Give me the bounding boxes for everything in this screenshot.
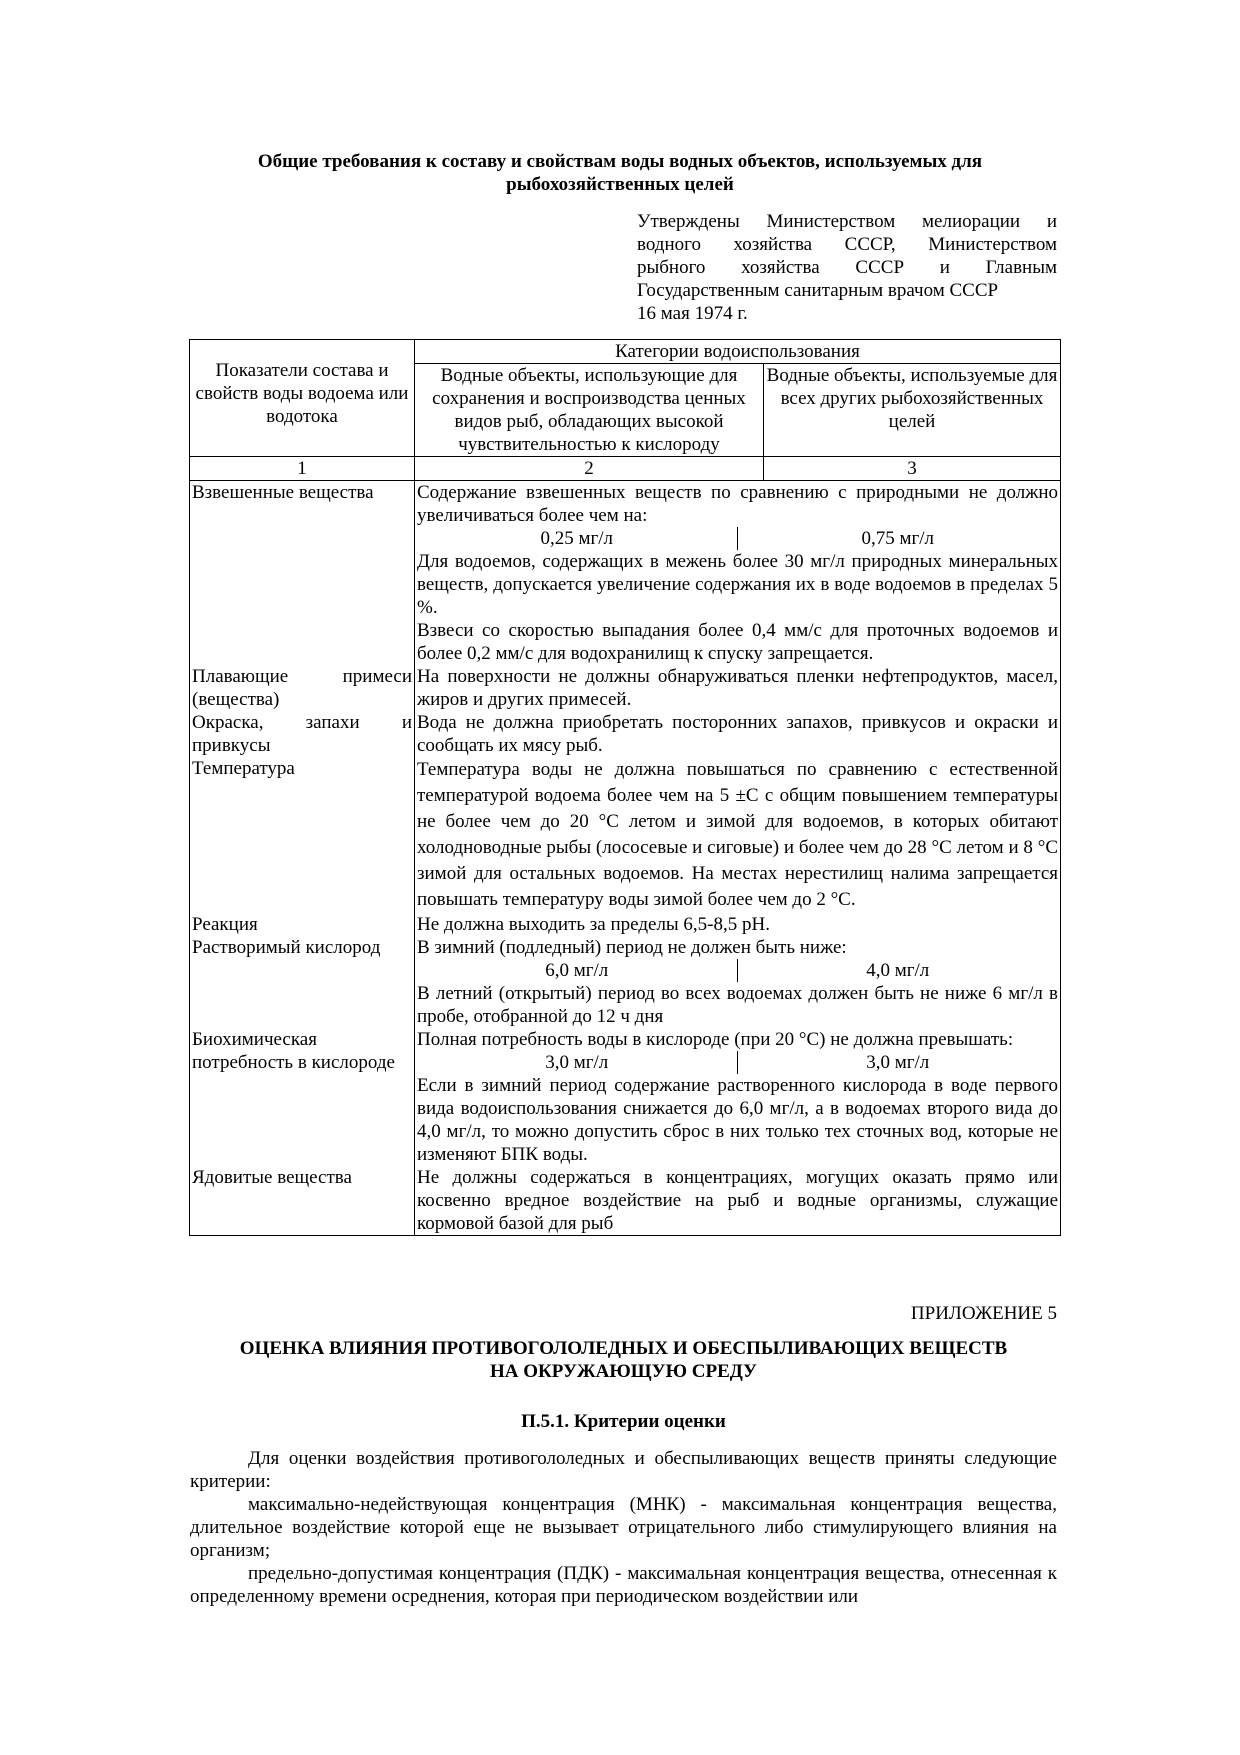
- approval-line-3: рыбного хозяйства СССР и Главным: [637, 257, 1057, 278]
- suspended-text-2: Для водоемов, содержащих в межень более 30 мг/л природных минеральных веществ, допускается увеличение содержания их в воде водоемов в пределах 5 %.: [417, 551, 1059, 618]
- color-name-c: и: [401, 712, 412, 733]
- color-name-b: запахи: [305, 712, 360, 733]
- bod-value-cat1: 3,0 мг/л: [417, 1051, 738, 1074]
- title-line-2: рыбохозяйственных целей: [506, 174, 734, 195]
- oxygen-text-1: В зимний (подледный) период не должен быть ниже:: [417, 937, 847, 958]
- table-row: [190, 913, 1061, 936]
- table-row: [190, 1028, 1061, 1166]
- requirement-temperature: Температура воды не должна повышаться по сравнению с естественной температурой водоема более чем на 5 ±С с общим повышением температуры не более чем до 20 °С летом и зимой для водоемов, в которых обитают холодноводные рыбы (лососевые и сиговые) и более чем до 28 °С летом и 8 °С зимой для остальных водоемов. На местах нерестилищ налима запрещается повышать температуру воды зимой более чем до 2 °С.: [415, 757, 1061, 913]
- requirement-oxygen: [415, 936, 1061, 1028]
- bod-name-b: потребность в кислороде: [192, 1052, 395, 1073]
- appendix-label: ПРИЛОЖЕНИЕ 5: [910, 1303, 1057, 1324]
- approval-date: 16 мая 1974 г.: [637, 303, 748, 324]
- section-title-line-1: ОЦЕНКА ВЛИЯНИЯ ПРОТИВОГОЛОЛЕДНЫХ И ОБЕСПЫЛИВАЮЩИХ ВЕЩЕСТВ: [239, 1338, 1008, 1359]
- oxygen-value-cat2: 4,0 мг/л: [866, 960, 930, 981]
- indicator-color: [190, 711, 415, 757]
- indicator-suspended: Взвешенные вещества: [190, 481, 415, 666]
- requirement-floating: На поверхности не должны обнаруживаться пленки нефтепродуктов, масел, жиров и других примесей.: [415, 665, 1061, 711]
- bod-values: [417, 1051, 1058, 1074]
- subsection-title: П.5.1. Критерии оценки: [521, 1411, 726, 1432]
- suspended-values: [417, 527, 1058, 550]
- header-indicators: Показатели состава и свойств воды водоема или водотока: [190, 340, 415, 457]
- paragraph-2: максимально-недействующая концентрация (МНК) - максимальная концентрация вещества, длительное воздействие которой еще не вызывает отрицательного либо стимулирующего влияния на организм;: [190, 1494, 1057, 1561]
- color-name-a: Окраска,: [192, 712, 264, 733]
- suspended-value-cat2: 0,75 мг/л: [861, 528, 935, 549]
- approval-block: [637, 210, 1057, 325]
- table-row: [190, 665, 1061, 711]
- suspended-value-cat1: 0,25 мг/л: [417, 527, 738, 550]
- bod-value-cat2: 3,0 мг/л: [866, 1052, 930, 1073]
- oxygen-value-cat1: 6,0 мг/л: [417, 959, 738, 982]
- indicator-reaction: Реакция: [190, 913, 415, 936]
- header-categories: Категории водоиспользования: [415, 340, 1061, 364]
- section-title-line-2: НА ОКРУЖАЮЩУЮ СРЕДУ: [490, 1361, 757, 1382]
- header-category-1: Водные объекты, использующие для сохранения и воспроизводства ценных видов рыб, обладающих высокой чувствительностью к кислороду: [415, 364, 764, 457]
- indicator-floating: [190, 665, 415, 711]
- floating-name-b: примеси: [342, 666, 412, 687]
- requirement-reaction: Не должна выходить за пределы 6,5-8,5 рН.: [415, 913, 1061, 936]
- color-name-d: привкусы: [192, 735, 271, 756]
- table-row: [190, 757, 1061, 913]
- body-text: [190, 1447, 1057, 1608]
- indicator-bod: [190, 1028, 415, 1166]
- column-number-1: 1: [190, 457, 415, 481]
- bod-name-a: Биохимическая: [192, 1029, 317, 1050]
- requirement-suspended: [415, 481, 1061, 666]
- approval-line-2: водного хозяйства СССР, Министерством: [637, 234, 1057, 255]
- paragraph-1: Для оценки воздействия противогололедных и обеспыливающих веществ приняты следующие критерии:: [190, 1448, 1057, 1492]
- indicator-toxic: Ядовитые вещества: [190, 1166, 415, 1236]
- oxygen-values: [417, 959, 1058, 982]
- suspended-text-1: Содержание взвешенных веществ по сравнению с природными не должно увеличиваться более чем на:: [417, 482, 1059, 526]
- floating-name-a: Плавающие: [192, 666, 289, 687]
- title-line-1: Общие требования к составу и свойствам воды водных объектов, используемых для: [257, 151, 983, 172]
- approval-line-1: Утверждены Министерством мелиорации и: [637, 211, 1057, 232]
- table-row: [190, 481, 1061, 666]
- approval-line-4: Государственным санитарным врачом СССР: [637, 280, 999, 301]
- bod-text-1: Полная потребность воды в кислороде (при 20 °С) не должна превышать:: [417, 1029, 1014, 1050]
- section-title: [190, 1337, 1057, 1383]
- header-category-2: Водные объекты, используемые для всех других рыбохозяйственных целей: [764, 364, 1061, 457]
- oxygen-text-2: В летний (открытый) период во всех водоемах должен быть не ниже 6 мг/л в пробе, отобранной до 12 ч дня: [417, 983, 1059, 1027]
- paragraph-3: предельно-допустимая концентрация (ПДК) - максимальная концентрация вещества, отнесенная к определенному времени осреднения, которая при периодическом воздействии или: [190, 1563, 1057, 1607]
- document-title: [190, 150, 1050, 196]
- column-number-3: 3: [764, 457, 1061, 481]
- table-row: [190, 936, 1061, 1028]
- bod-text-2: Если в зимний период содержание растворенного кислорода в воде первого вида водоиспользования снижается до 6,0 мг/л, а в водоемах второго вида до 4,0 мг/л, то можно допустить сброс в них только тех сточных вод, которые не изменяют БПК воды.: [417, 1075, 1059, 1165]
- column-number-2: 2: [415, 457, 764, 481]
- indicator-temperature: Температура: [190, 757, 415, 913]
- requirement-toxic: Не должны содержаться в концентрациях, могущих оказать прямо или косвенно вредное воздействие на рыб и водные организмы, служащие кормовой базой для рыб: [415, 1166, 1061, 1236]
- water-requirements-table: [189, 339, 1061, 1236]
- suspended-text-3: Взвеси со скоростью выпадания более 0,4 мм/с для проточных водоемов и более 0,2 мм/с для водохранилищ к спуску запрещается.: [417, 620, 1059, 664]
- indicator-oxygen: Растворимый кислород: [190, 936, 415, 1028]
- table-row: [190, 711, 1061, 757]
- requirement-color: Вода не должна приобретать посторонних запахов, привкусов и окраски и сообщать их мясу рыб.: [415, 711, 1061, 757]
- requirement-bod: [415, 1028, 1061, 1166]
- table-row: [190, 1166, 1061, 1236]
- floating-name-c: (вещества): [192, 689, 280, 710]
